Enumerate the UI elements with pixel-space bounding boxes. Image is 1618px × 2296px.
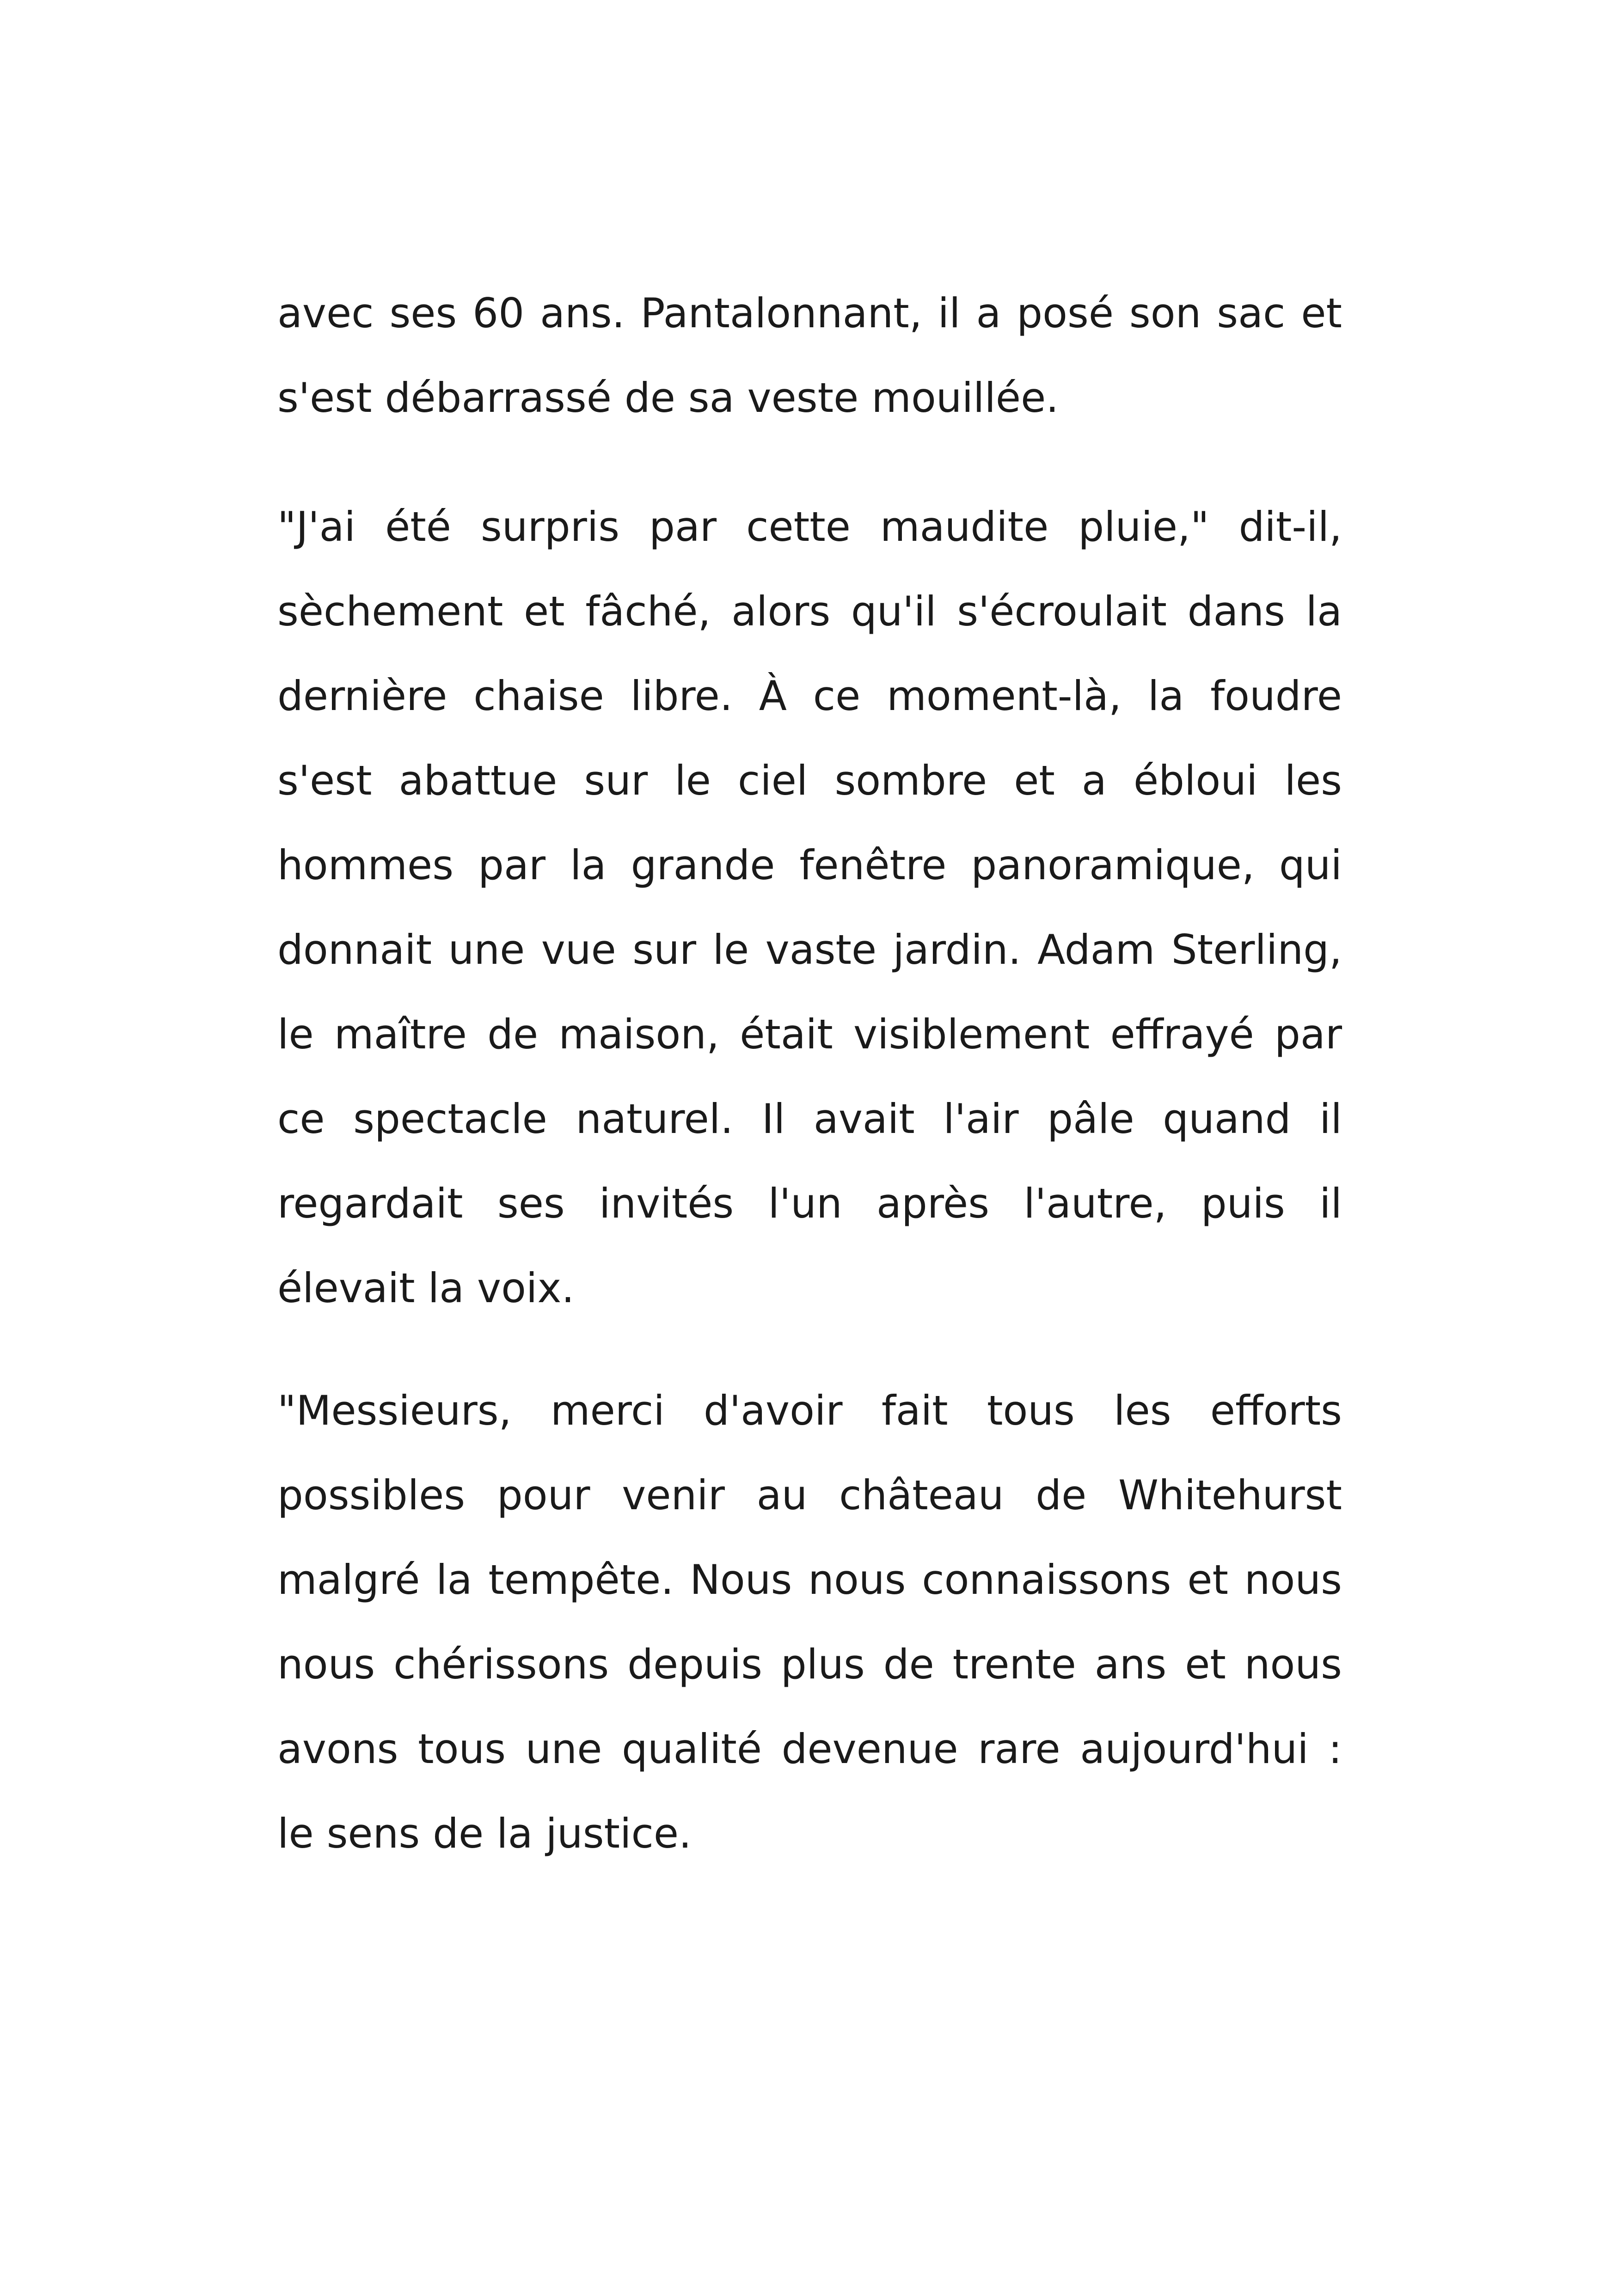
paragraph-3 [277,1368,1342,1876]
paragraph-text: avec ses 60 ans. Pantalonnant, il a posé son sac et s'est débarrassé de sa veste mouillée. [277,289,1342,422]
paragraph-text: "J'ai été surpris par cette maudite pluie," dit-il, sèchement et fâché, alors qu'il s'écroulait dans la dernière chaise libre. À ce moment-là, la foudre s'est abattue sur le ciel sombre et a ébloui les hommes par la grande fenêtre panoramique, qui donnait une vue sur le vaste jardin. Adam Sterling, le maître de maison, était visiblement effrayé par ce spectacle naturel. Il avait l'air pâle quand il regardait ses invités l'un après l'autre, puis il élevait la voix. [277,503,1342,1312]
paragraph-2 [277,484,1342,1330]
paragraph-1 [277,271,1342,440]
paragraph-text: "Messieurs, merci d'avoir fait tous les efforts possibles pour venir au château de Whitehurst malgré la tempête. Nous nous connaissons et nous nous chérissons depuis plus de trente ans et nous avons tous une qualité devenue rare aujourd'hui : le sens de la justice. [277,1387,1342,1857]
